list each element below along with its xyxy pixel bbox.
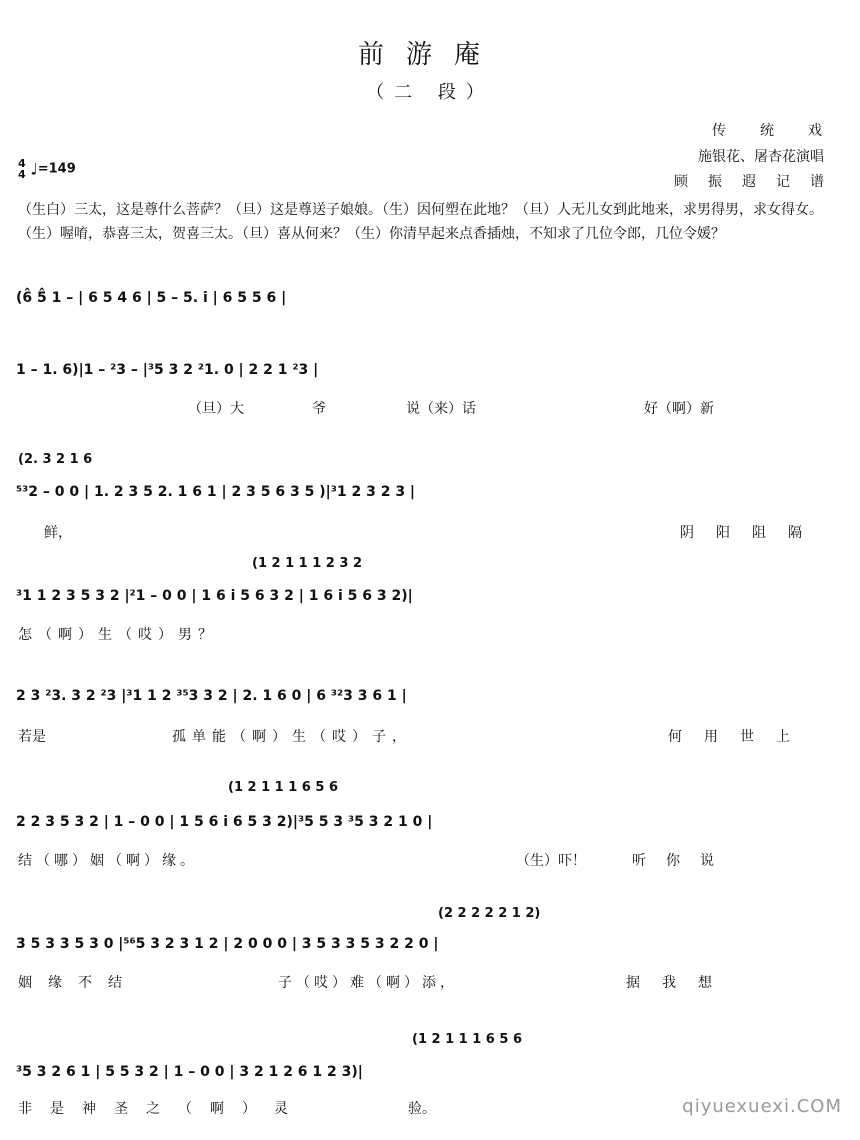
instrumental-interlude: (2. 3 2 1 6 (18, 452, 93, 467)
notation-line: ⁵³2 – 0 0 | 1. 2 3 5 2. 1 6 1 | 2 3 5 6 3 5 )|³1 2 3 2 3 | (16, 484, 416, 500)
lyric-segment: 结（哪）姻（啊）缘。 (18, 853, 198, 869)
lyric-segment: （旦）大 (188, 401, 244, 417)
lyric-line (16, 972, 844, 992)
score-row (16, 688, 844, 712)
lyric-line (16, 850, 844, 870)
score-row (16, 484, 844, 508)
score-row (16, 1064, 844, 1088)
tempo-bpm: =149 (37, 161, 76, 177)
page-title: 前游庵 (357, 40, 502, 70)
instrumental-interlude: (1 2 1 1 1 6 5 6 (412, 1032, 522, 1047)
lyric-segment: 孤单能（啊）生（哎）子， (172, 729, 412, 745)
instrumental-interlude: (2 2 2 2 2 1 2) (438, 906, 541, 921)
credit-performers: 施银花、屠杏花演唱 (698, 149, 824, 165)
lyric-segment: 姻缘不结 (18, 975, 138, 991)
lyric-segment: 鲜， (44, 525, 72, 541)
lyric-line (16, 726, 844, 746)
score-row (16, 362, 844, 386)
notation-line: ³5 3 2 6 1 | 5 5 3 2 | 1 – 0 0 | 3 2 1 2 6 1 2 3)| (16, 1064, 363, 1080)
score-row (16, 814, 844, 838)
lyric-line (16, 522, 844, 542)
notation-line: ³1 1 2 3 5 3 2 |²1 – 0 0 | 1 6 i 5 6 3 2 | 1 6 i 5 6 3 2)| (16, 588, 413, 604)
notation-line: (6̂ 5̂ 1 – | 6 5 4 6 | 5 – 5. i | 6 5 5 6 | (16, 290, 287, 306)
spoken-dialogue: （生白）三太，这是尊什么菩萨？（旦）这是尊送子娘娘。（生）因何塑在此地？（旦）人无儿女到此地来，求男得男，求女得女。（生）喔唷，恭喜三太，贺喜三太。（旦）喜从何来？（生）你清早起来点香插烛，不知求了几位令郎，几位令媛？ (18, 202, 823, 242)
tempo-marking (18, 158, 76, 180)
score-row (16, 588, 844, 612)
lyric-segment: 说（来）话 (406, 401, 476, 417)
lyric-segment: 怎（啊）生（哎）男？ (18, 627, 218, 643)
lyric-line (16, 398, 844, 418)
notation-line: 3 5 3 3 5 3 0 |⁵⁶5 3 2 3 1 2 | 2 0 0 0 | 3 5 3 3 5 3 2 2 0 | (16, 936, 439, 952)
lyric-segment: 子（哎）难（啊）添， (278, 975, 458, 991)
notation-line: 1 – 1. 6)|1 – ²3 – |³5 3 2 ²1. 0 | 2 2 1 ²3 | (16, 362, 319, 378)
score-row (16, 936, 844, 960)
notation-line: 2 2 3 5 3 2 | 1 – 0 0 | 1 5 6 i 6 5 3 2)|³5 5 3 ³5 3 2 1 0 | (16, 814, 433, 830)
score-row (16, 290, 844, 314)
time-signature-bottom: 4 (18, 168, 26, 181)
credit-genre: 传统戏 (712, 123, 856, 139)
lyric-line (16, 1098, 576, 1118)
lyric-segment: 好（啊）新 (644, 401, 714, 417)
time-signature-top: 4 (18, 157, 26, 170)
lyric-segment: 阴阳阻隔 (680, 525, 824, 541)
credit-transcriber: 顾振遐记谱 (674, 174, 844, 190)
lyric-segment: 何用世上 (668, 729, 812, 745)
lyric-segment: 据我想 (626, 975, 734, 991)
site-watermark: qiyuexuexi.COM (682, 1096, 842, 1117)
lyric-segment: 若是 (18, 729, 46, 745)
page-subtitle: （二 段） (366, 82, 494, 103)
instrumental-interlude: (1 2 1 1 1 6 5 6 (228, 780, 338, 795)
time-signature (18, 158, 26, 180)
notation-line: 2 3 ²3. 3 2 ²3 |³1 1 2 ³⁵3 3 2 | 2. 1 6 0 | 6 ³²3 3 6 1 | (16, 688, 407, 704)
quarter-note-icon: ♩ (30, 159, 38, 179)
lyric-segment: （生）吓！ (516, 853, 586, 869)
lyric-segment: 验。 (408, 1101, 436, 1117)
lyric-segment: 爷 (312, 401, 326, 417)
lyric-segment: 听你说 (632, 853, 734, 869)
instrumental-interlude: (1 2 1 1 1 2 3 2 (252, 556, 362, 571)
lyric-line (16, 624, 844, 644)
lyric-segment: 非是神圣之（啊）灵 (18, 1101, 306, 1117)
